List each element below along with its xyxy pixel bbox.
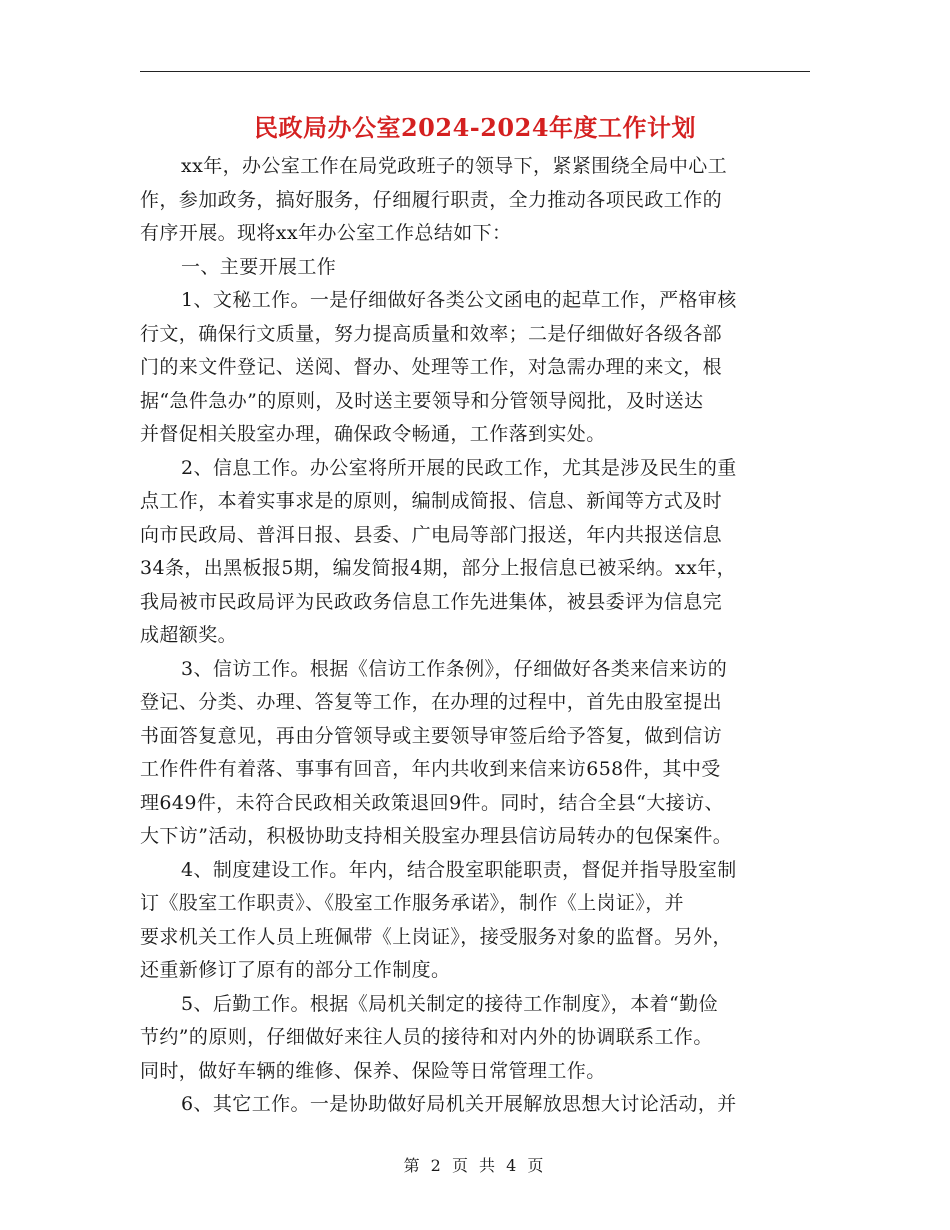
body-line: 点工作，本着实事求是的原则，编制成简报、信息、新闻等方式及时	[140, 490, 723, 512]
section-heading: 一、主要开展工作	[181, 255, 337, 278]
body-line: 有序开展。现将xx年办公室工作总结如下：	[140, 222, 512, 244]
body-line: 3、信访工作。根据《信访工作条例》，仔细做好各类来信来访的	[181, 657, 728, 680]
body-line: 门的来文件登记、送阅、督办、处理等工作，对急需办理的来文，根	[140, 356, 723, 378]
body-line: 节约”的原则，仔细做好来往人员的接待和对内外的协调联系工作。	[140, 1026, 713, 1048]
body-line: 理649件，未符合民政相关政策退回9件。同时，结合全县“大接访、	[140, 791, 724, 814]
document-body	[140, 150, 810, 1122]
body-line: 要求机关工作人员上班佩带《上岗证》，接受服务对象的监督。另外，	[140, 925, 732, 948]
body-line: 工作件件有着落、事事有回音，年内共收到来信来访658件，其中受	[140, 758, 721, 780]
body-line: 成超额奖。	[140, 624, 238, 646]
body-line: 2、信息工作。办公室将所开展的民政工作，尤其是涉及民生的重	[181, 456, 737, 479]
body-line: 书面答复意见，再由分管领导或主要领导审签后给予答复，做到信访	[140, 724, 723, 747]
body-line: 同时，做好车辆的维修、保养、保险等日常管理工作。	[140, 1059, 606, 1082]
body-line: 登记、分类、办理、答复等工作，在办理的过程中，首先由股室提出	[140, 691, 723, 713]
body-line: 作，参加政务，搞好服务，仔细履行职责，全力推动各项民政工作的	[140, 188, 723, 211]
body-line: 1、文秘工作。一是仔细做好各类公文函电的起草工作，严格审核	[181, 289, 737, 311]
body-line: 向市民政局、普洱日报、县委、广电局等部门报送，年内共报送信息	[140, 523, 723, 546]
body-line: 4、制度建设工作。年内，结合股室职能职责，督促并指导股室制	[181, 858, 737, 881]
body-line: 据“急件急办”的原则，及时送主要领导和分管领导阅批，及时送达	[140, 389, 704, 412]
body-line: 订《股室工作职责》、《股室工作服务承诺》，制作《上岗证》，并	[140, 892, 685, 914]
body-line: 我局被市民政局评为民政政务信息工作先进集体，被县委评为信息完	[140, 590, 723, 613]
document-title: 民政局办公室2024-2024年度工作计划	[253, 113, 697, 142]
body-line: 行文，确保行文质量，努力提高质量和效率；二是仔细做好各级各部	[140, 322, 723, 345]
body-line: xx年，办公室工作在局党政班子的领导下，紧紧围绕全局中心工	[181, 155, 728, 177]
body-line: 6、其它工作。一是协助做好局机关开展解放思想大讨论活动，并	[181, 1093, 737, 1115]
body-line: 还重新修订了原有的部分工作制度。	[140, 959, 451, 981]
body-line: 大下访”活动，积极协助支持相关股室办理县信访局转办的包保案件。	[140, 825, 733, 847]
body-line: 并督促相关股室办理，确保政令畅通，工作落到实处。	[140, 423, 606, 445]
page-footer: 第 2 页 共 4 页	[403, 1156, 547, 1175]
body-line: 5、后勤工作。根据《局机关制定的接待工作制度》，本着“勤俭	[181, 992, 718, 1015]
body-line: 34条，出黑板报5期，编发简报4期，部分上报信息已被采纳。xx年，	[140, 557, 736, 579]
header-rule	[140, 71, 810, 72]
